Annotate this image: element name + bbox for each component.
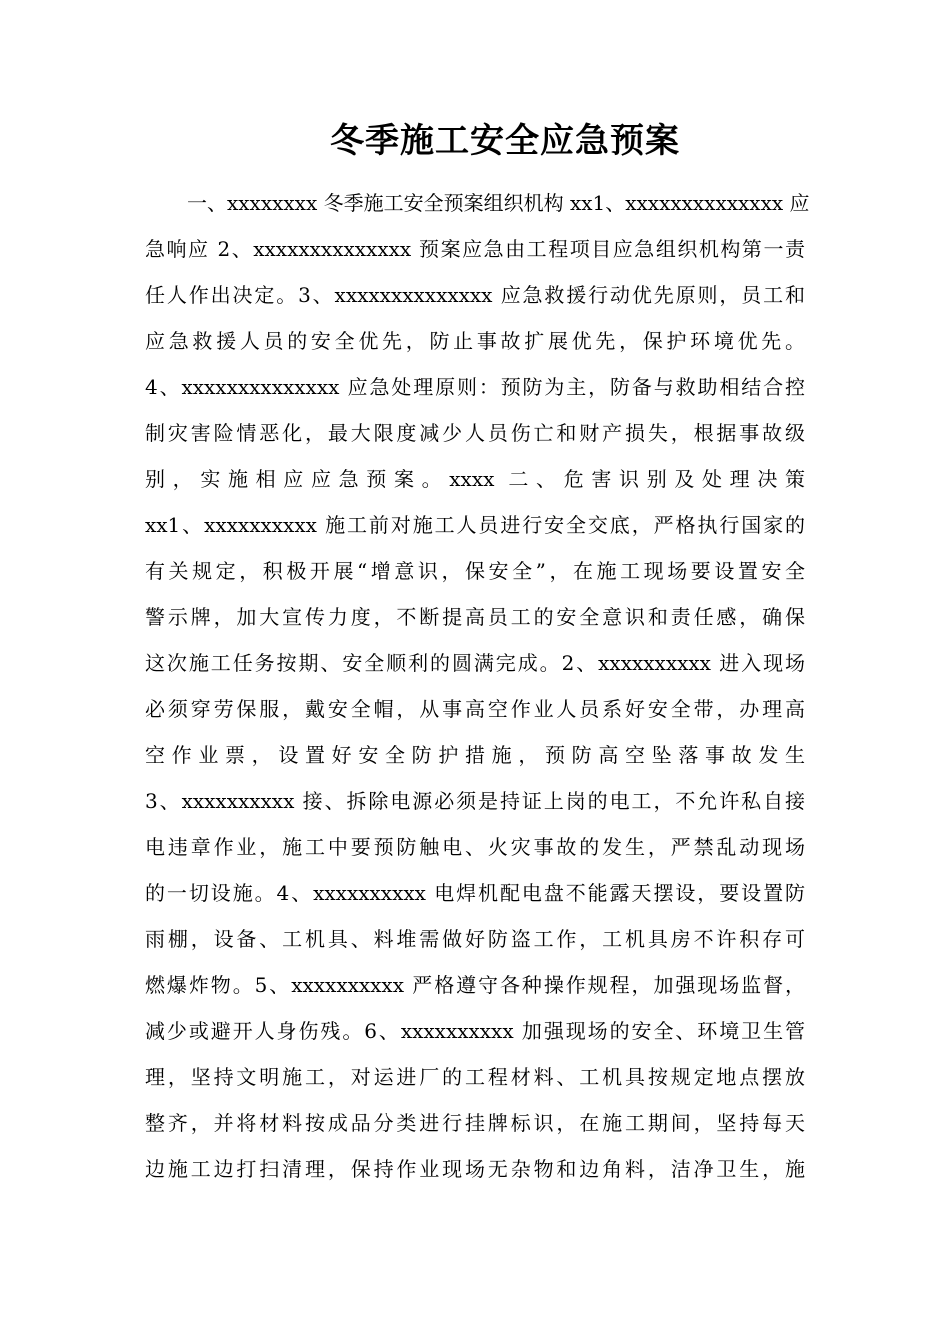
body-line: 整齐，并将材料按成品分类进行挂牌标识，在施工期间，坚持每天	[145, 1111, 805, 1135]
body-line: 的一切设施。4、xxxxxxxxxx 电焊机配电盘不能露天摆设，要设置防	[145, 881, 805, 905]
body-line: 边施工边打扫清理，保持作业现场无杂物和边角料，洁净卫生，施	[145, 1157, 805, 1181]
body-line: 3、xxxxxxxxxx 接、拆除电源必须是持证上岗的电工，不允许私自接	[145, 789, 805, 813]
body-line: xx1、xxxxxxxxxx 施工前对施工人员进行安全交底，严格执行国家的	[145, 513, 805, 537]
body-line: 4、xxxxxxxxxxxxxx 应急处理原则：预防为主，防备与救助相结合控	[145, 375, 805, 399]
body-line: 理，坚持文明施工，对运进厂的工程材料、工机具按规定地点摆放	[145, 1065, 805, 1089]
document-body	[145, 180, 810, 1192]
body-line: 一、xxxxxxxx 冬季施工安全预案组织机构 xx1、xxxxxxxxxxxxxx 应	[187, 191, 810, 215]
body-line: 急响应 2、xxxxxxxxxxxxxx 预案应急由工程项目应急组织机构第一责	[145, 237, 805, 261]
body-line: 任人作出决定。3、xxxxxxxxxxxxxx 应急救援行动优先原则，员工和	[145, 283, 805, 307]
body-line: 制灾害险情恶化，最大限度减少人员伤亡和财产损失，根据事故级	[145, 421, 805, 445]
body-line: 警示牌，加大宣传力度，不断提高员工的安全意识和责任感，确保	[145, 605, 805, 629]
body-line: 有关规定，积极开展“增意识，保安全”，在施工现场要设置安全	[145, 559, 805, 583]
body-line: 必须穿劳保服，戴安全帽，从事高空作业人员系好安全带，办理高	[145, 697, 805, 721]
body-line: 燃爆炸物。5、xxxxxxxxxx 严格遵守各种操作规程，加强现场监督，	[145, 973, 805, 997]
body-line: 别，实施相应应急预案。xxxx 二、危害识别及处理决策	[145, 467, 805, 491]
body-line: 雨棚，设备、工机具、料堆需做好防盗工作，工机具房不许积存可	[145, 927, 805, 951]
body-line: 空作业票，设置好安全防护措施，预防高空坠落事故发生	[145, 743, 805, 767]
document-title: 冬季施工安全应急预案	[330, 121, 680, 161]
body-line: 这次施工任务按期、安全顺利的圆满完成。2、xxxxxxxxxx 进入现场	[145, 651, 805, 675]
body-line: 减少或避开人身伤残。6、xxxxxxxxxx 加强现场的安全、环境卫生管	[145, 1019, 805, 1043]
body-line: 电违章作业，施工中要预防触电、火灾事故的发生，严禁乱动现场	[145, 835, 805, 859]
body-line: 应急救援人员的安全优先，防止事故扩展优先，保护环境优先。	[145, 329, 805, 353]
